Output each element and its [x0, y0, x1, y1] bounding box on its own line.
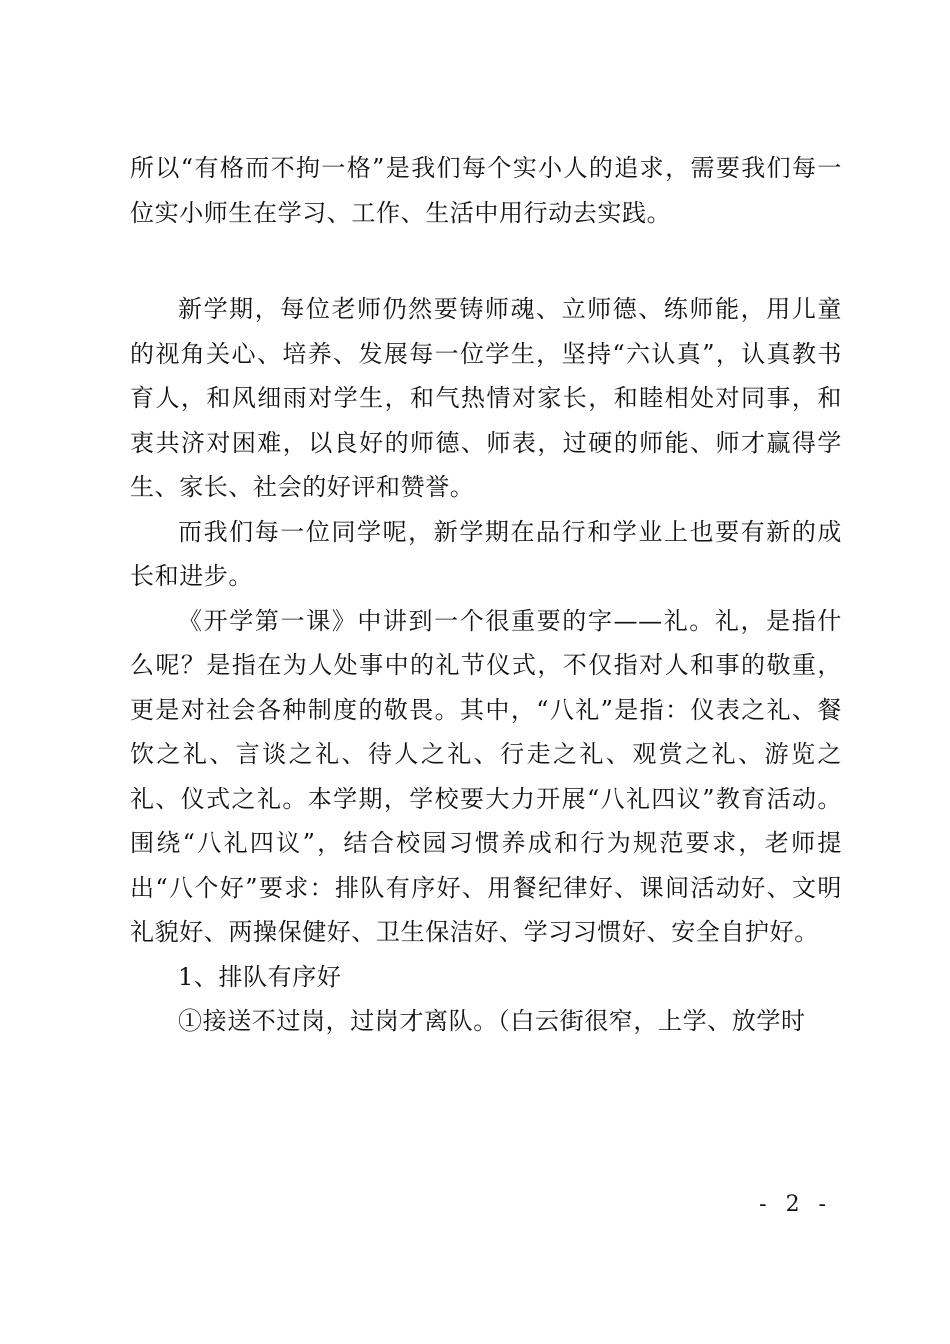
paragraph-spacer: [130, 235, 842, 287]
paragraph-teachers: 新学期，每位老师仍然要铸师魂、立师德、练师能，用儿童的视角关心、培养、发展每一位学生，坚持“六认真”，认真教书育人，和风细雨对学生，和气热情对家长，和睦相处对同事，和衷共济对困难，以良好的师德、师表，过硬的师能、师才赢得学生、家长、社会的好评和赞誉。: [130, 295, 842, 501]
section-heading-queue: 1、排队有序好: [178, 962, 342, 991]
paragraph-continuation: 所以“有格而不拘一格”是我们每个实小人的追求，需要我们每一位实小师生在学习、工作、生活中用行动去实践。: [130, 154, 842, 227]
page-number: - 2 -: [759, 1192, 832, 1217]
document-body: [130, 146, 842, 1044]
paragraph-etiquette: 《开学第一课》中讲到一个很重要的字——礼。礼，是指什么呢？是指在为人处事中的礼节仪式，不仅指对人和事的敬重，更是对社会各种制度的敬畏。其中，“八礼”是指：仪表之礼、餐饮之礼、言谈之礼、待人之礼、行走之礼、观赏之礼、游览之礼、仪式之礼。本学期，学校要大力开展“八礼四议”教育活动。围绕“八礼四议”，结合校园习惯养成和行为规范要求，老师提出“八个好”要求：排队有序好、用餐纪律好、课间活动好、文明礼貌好、两操保健好、卫生保洁好、学习习惯好、安全自护好。: [130, 606, 842, 946]
list-item-pickup: ①接送不过岗，过岗才离队。（白云街很窄，上学、放学时: [178, 1007, 806, 1035]
paragraph-students: 而我们每一位同学呢，新学期在品行和学业上也要有新的成长和进步。: [130, 517, 842, 590]
